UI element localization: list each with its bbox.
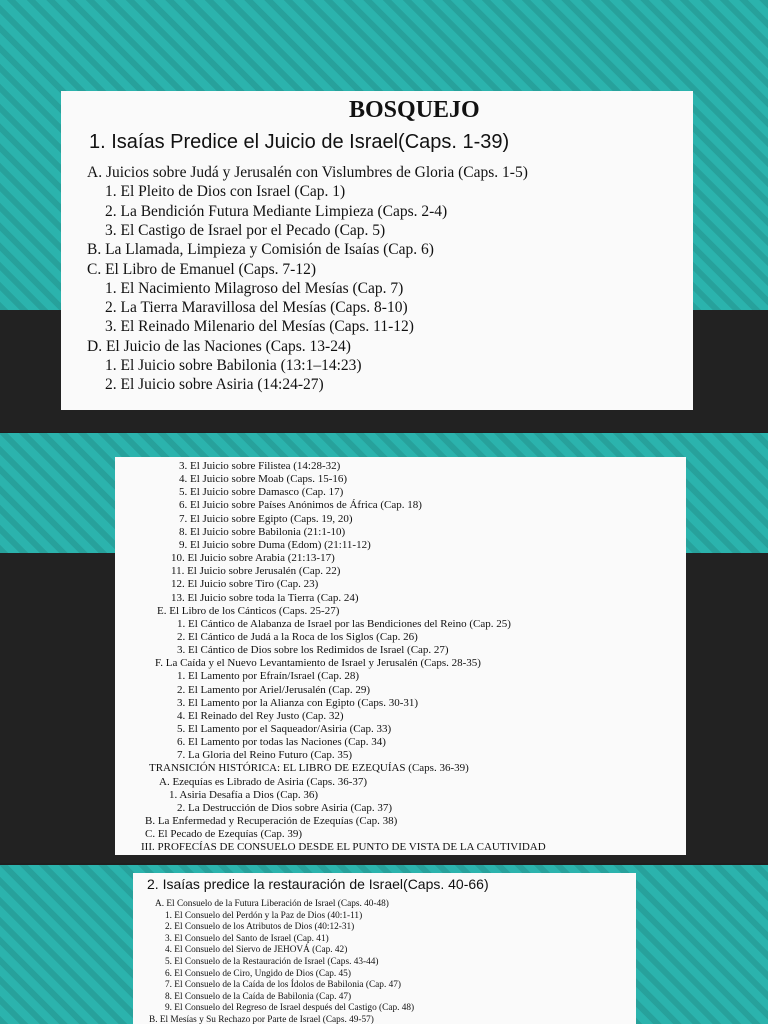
outline-item: 1. El Nacimiento Milagroso del Mesías (Cap. 7) [105, 279, 404, 297]
outline-item: 2. La Bendición Futura Mediante Limpieza (Caps. 2-4) [105, 202, 448, 220]
outline-item: 2. La Tierra Maravillosa del Mesías (Caps. 8-10) [105, 299, 408, 317]
outline-page-1 [61, 91, 693, 410]
outline-item: 1. El Juicio sobre Babilonia (13:1–14:23) [105, 357, 362, 374]
outline-item: E. El Libro de los Cánticos (Caps. 25-27) [157, 604, 340, 617]
outline-item: B. La Llamada, Limpieza y Comisión de Isaías (Cap. 6) [87, 241, 434, 259]
outline-item: 7. El Juicio sobre Egipto (Caps. 19, 20) [179, 512, 353, 525]
outline-item: B. El Mesías y Su Rechazo por Parte de Israel (Caps. 49-57) [149, 1015, 374, 1024]
outline-item: C. El Pecado de Ezequías (Cap. 39) [145, 828, 303, 841]
outline-item: 7. La Gloria del Reino Futuro (Cap. 35) [177, 749, 353, 762]
outline-title: BOSQUEJO [349, 97, 480, 123]
outline-item: 6. El Consuelo de Ciro, Ungido de Dios (Cap. 45) [165, 968, 351, 979]
outline-item: 2. El Cántico de Judá a la Roca de los Siglos (Cap. 26) [177, 630, 418, 643]
outline-item: 8. El Consuelo de la Caída de Babilonia (Cap. 47) [165, 991, 352, 1002]
outline-item: 2. El Consuelo de los Atributos de Dios (40:12-31) [165, 922, 355, 933]
outline-item: 1. El Lamento por Efraín/Israel (Cap. 28) [177, 670, 360, 683]
outline-item: 3. El Castigo de Israel por el Pecado (Cap. 5) [105, 221, 386, 239]
slide-3 [0, 865, 768, 1024]
outline-item: 2. El Lamento por Ariel/Jerusalén (Cap. 29) [177, 683, 371, 696]
outline-item: 3. El Juicio sobre Filistea (14:28-32) [179, 460, 341, 472]
outline-item: 3. El Consuelo del Santo de Israel (Cap. 41) [165, 933, 329, 944]
outline-item: 8. El Juicio sobre Babilonia (21:1-10) [179, 525, 346, 538]
outline-item: 12. El Juicio sobre Tiro (Cap. 23) [171, 578, 319, 591]
outline-item: 2. La Destrucción de Dios sobre Asiria (Cap. 37) [177, 801, 393, 814]
slide-1 [0, 0, 768, 432]
outline-item: 9. El Juicio sobre Duma (Edom) (21:11-12) [179, 538, 371, 551]
section-1-heading: 1. Isaías Predice el Juicio de Israel(Caps. 1-39) [89, 131, 510, 153]
outline-item: 3. El Reinado Milenario del Mesías (Caps. 11-12) [105, 318, 414, 336]
outline-page-3 [133, 873, 636, 1024]
outline-item: 6. El Lamento por todas las Naciones (Cap. 34) [177, 736, 386, 749]
section-2-heading: 2. Isaías predice la restauración de Israel(Caps. 40-66) [147, 876, 489, 892]
slide-2 [0, 433, 768, 863]
outline-item: B. La Enfermedad y Recuperación de Ezequías (Cap. 38) [145, 815, 398, 828]
outline-item: 2. El Juicio sobre Asiria (14:24-27) [105, 376, 324, 394]
outline-item: 5. El Juicio sobre Damasco (Cap. 17) [179, 486, 344, 499]
outline-item: III. PROFECÍAS DE CONSUELO DESDE EL PUNTO DE VISTA DE LA CAUTIVIDAD [141, 841, 546, 854]
outline-item: 6. El Juicio sobre Países Anónimos de África (Cap. 18) [179, 499, 422, 512]
outline-item: A. El Consuelo de la Futura Liberación de Israel (Caps. 40-48) [155, 899, 389, 909]
outline-item: C. El Libro de Emanuel (Caps. 7-12) [87, 260, 317, 278]
outline-item: 4. El Consuelo del Siervo de JEHOVÁ (Cap. 42) [165, 945, 348, 956]
outline-item: 5. El Lamento por el Saqueador/Asiria (Cap. 33) [177, 723, 392, 735]
outline-item: 9. El Consuelo del Regreso de Israel después del Castigo (Cap. 48) [165, 1003, 415, 1014]
outline-item: A. Juicios sobre Judá y Jerusalén con Vislumbres de Gloria (Caps. 1-5) [87, 164, 528, 181]
outline-item: 4. El Juicio sobre Moab (Caps. 15-16) [179, 473, 348, 486]
outline-item: A. Ezequías es Librado de Asiria (Caps. 36-37) [159, 775, 368, 788]
outline-item: 3. El Cántico de Dios sobre los Redimidos de Israel (Cap. 27) [177, 644, 449, 657]
outline-item: TRANSICIÓN HISTÓRICA: EL LIBRO DE EZEQUÍAS (Caps. 36-39) [149, 762, 469, 775]
outline-item: 1. Asiria Desafía a Dios (Cap. 36) [169, 788, 319, 801]
outline-item: D. El Juicio de las Naciones (Caps. 13-24) [87, 337, 351, 355]
outline-item: 13. El Juicio sobre toda la Tierra (Cap. 24) [171, 591, 359, 604]
outline-item: 5. El Consuelo de la Restauración de Israel (Caps. 43-44) [165, 957, 379, 967]
outline-item: 1. El Consuelo del Perdón y la Paz de Dios (40:1-11) [165, 910, 363, 921]
outline-item: 3. El Lamento por la Alianza con Egipto (Caps. 30-31) [177, 696, 419, 709]
outline-item: 1. El Pleito de Dios con Israel (Cap. 1) [105, 183, 346, 201]
outline-item: 1. El Cántico de Alabanza de Israel por las Bendiciones del Reino (Cap. 25) [177, 617, 511, 630]
outline-item: 7. El Consuelo de la Caída de los Ídolos de Babilonia (Cap. 47) [165, 980, 401, 991]
outline-item: 10. El Juicio sobre Arabia (21:13-17) [171, 552, 335, 565]
outline-page-2 [115, 457, 686, 855]
outline-item: 11. El Juicio sobre Jerusalén (Cap. 22) [171, 565, 341, 578]
outline-item: 4. El Reinado del Rey Justo (Cap. 32) [177, 709, 344, 722]
outline-item: F. La Caída y el Nuevo Levantamiento de Israel y Jerusalén (Caps. 28-35) [155, 657, 481, 670]
